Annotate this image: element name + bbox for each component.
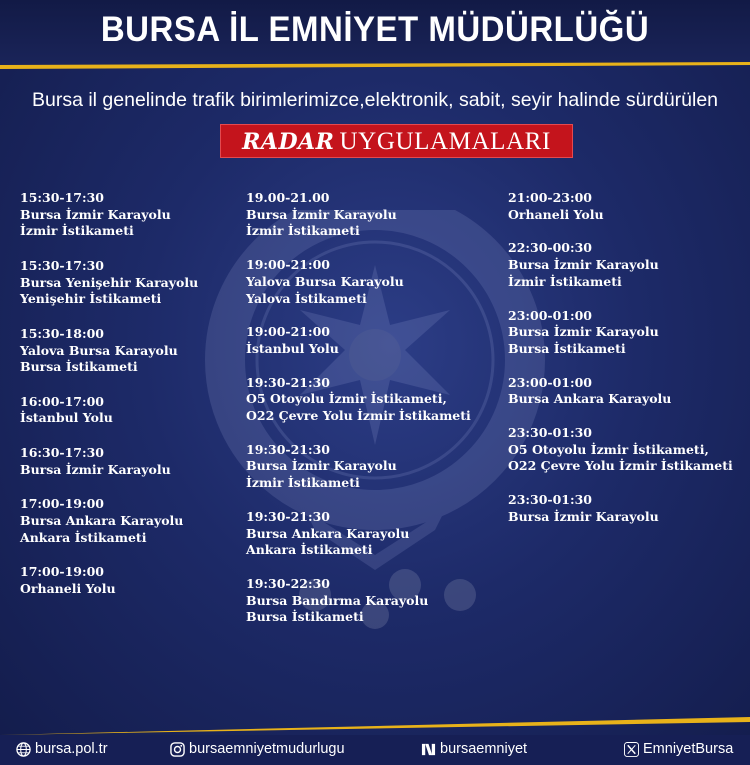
entry-location: İstanbul Yolu (246, 340, 339, 356)
entry-time: 15:30-17:30 (20, 257, 104, 273)
entry-location: İstanbul Yolu (20, 410, 113, 426)
schedule-entry (246, 576, 471, 626)
schedule-entry (246, 190, 471, 240)
schedule-entry (246, 257, 471, 307)
entry-location: Bursa İzmir Karayolu (20, 461, 171, 477)
instagram-label: bursaemniyetmudurlugu (189, 741, 345, 757)
entry-time: 23:30-01:30 (508, 425, 592, 441)
entry-time: 16:00-17:00 (20, 393, 104, 409)
entry-time: 23:00-01:00 (508, 374, 592, 390)
globe-icon (16, 742, 31, 757)
schedule-entry (246, 375, 471, 425)
entry-time: 19.00-21.00 (246, 190, 330, 205)
entry-time: 17:00-19:00 (20, 496, 104, 512)
entry-location: Bursa İzmir Karayolu (246, 206, 397, 222)
entry-time: 19:30-21:30 (246, 441, 330, 457)
entry-location: Yalova Bursa Karayolu (20, 342, 178, 358)
x-label: EmniyetBursa (643, 741, 734, 757)
entry-location: Bursa Bandırma Karayolu (246, 592, 429, 608)
entry-time: 19:30-21:30 (246, 508, 330, 524)
entry-location: Ankara İstikameti (20, 529, 147, 545)
entry-location: Bursa İzmir Karayolu (246, 458, 397, 474)
entry-location: Orhaneli Yolu (20, 580, 116, 596)
entry-time: 23:30-01:30 (508, 492, 592, 508)
banner-radar-word: RADAR (242, 129, 335, 155)
website-link[interactable] (16, 741, 108, 757)
schedule-entry (20, 190, 198, 240)
subtitle: Bursa il genelinde trafik birimlerimizce,elektronik, sabit, seyir halinde sürdürülen (31, 89, 719, 111)
entry-location: Bursa Yenişehir Karayolu (20, 274, 199, 290)
entry-location: Bursa İzmir Karayolu (508, 508, 659, 524)
entry-time: 19:30-21:30 (246, 374, 330, 390)
schedule-entry (20, 326, 198, 376)
schedule-entry (20, 496, 198, 546)
entry-time: 16:30-17:30 (20, 444, 104, 460)
entry-time: 19:00-21:00 (246, 324, 330, 340)
nsosyal-icon (421, 742, 436, 757)
schedule-entry (246, 324, 471, 357)
entry-location: Bursa İstikameti (20, 359, 138, 375)
entry-location: İzmir İstikameti (246, 475, 360, 491)
entry-location: Bursa İzmir Karayolu (20, 206, 171, 222)
entry-time: 21:00-23:00 (508, 190, 592, 205)
entry-location: O22 Çevre Yolu İzmir İstikameti (246, 408, 471, 424)
entry-location: Ankara İstikameti (246, 542, 373, 558)
schedule-entry (508, 190, 733, 223)
entry-location: Yenişehir İstikameti (20, 291, 162, 307)
entry-location: Yalova İstikameti (246, 290, 367, 306)
entry-location: Bursa Ankara Karayolu (246, 525, 410, 541)
entry-location: Bursa Ankara Karayolu (20, 512, 184, 528)
entry-location: Bursa İzmir Karayolu (508, 324, 659, 340)
entry-time: 22:30-00:30 (508, 240, 592, 256)
gold-divider-top (0, 62, 750, 70)
schedule-entry (20, 445, 198, 478)
schedule-column-3 (508, 190, 733, 526)
schedule-entry (508, 240, 733, 290)
x-link[interactable] (624, 741, 733, 757)
x-icon (624, 742, 639, 757)
entry-location: Bursa Ankara Karayolu (508, 391, 672, 407)
nsosyal-link[interactable] (421, 741, 527, 757)
entry-location: Orhaneli Yolu (508, 206, 604, 222)
instagram-icon (170, 742, 185, 757)
schedule-column-2 (246, 190, 471, 626)
schedule-column-1 (20, 190, 198, 597)
entry-location: O5 Otoyolu İzmir İstikameti, (246, 391, 447, 407)
entry-location: İzmir İstikameti (246, 223, 360, 239)
schedule-entry (20, 258, 198, 308)
entry-location: İzmir İstikameti (20, 223, 134, 239)
schedule-entry (508, 375, 733, 408)
radar-banner (220, 124, 573, 158)
website-label: bursa.pol.tr (35, 741, 108, 757)
entry-location: İzmir İstikameti (508, 273, 622, 289)
schedule-entry (246, 442, 471, 492)
nsosyal-label: bursaemniyet (440, 741, 528, 757)
schedule-entry (508, 308, 733, 358)
entry-location: Yalova Bursa Karayolu (246, 273, 404, 289)
entry-time: 15:30-18:00 (20, 325, 104, 341)
entry-time: 19:30-22:30 (246, 575, 330, 591)
instagram-link[interactable] (170, 741, 345, 757)
footer-bar (0, 735, 750, 765)
schedule-entry (508, 425, 733, 475)
entry-time: 19:00-21:00 (246, 257, 330, 273)
entry-time: 15:30-17:30 (20, 190, 104, 205)
entry-location: O22 Çevre Yolu İzmir İstikameti (508, 458, 733, 474)
schedule-entry (20, 394, 198, 427)
gold-divider-bottom (0, 715, 750, 735)
banner-rest-word: UYGULAMALARI (339, 128, 551, 155)
entry-time: 23:00-01:00 (508, 307, 592, 323)
entry-location: Bursa İstikameti (246, 609, 364, 625)
entry-time: 17:00-19:00 (20, 564, 104, 580)
schedule-entry (246, 509, 471, 559)
schedule-entry (508, 492, 733, 525)
entry-location: O5 Otoyolu İzmir İstikameti, (508, 441, 709, 457)
entry-location: Bursa İstikameti (508, 340, 626, 356)
entry-location: Bursa İzmir Karayolu (508, 257, 659, 273)
schedule-entry (20, 564, 198, 597)
page-title: BURSA İL EMNİYET MÜDÜRLÜĞÜ (100, 8, 650, 49)
